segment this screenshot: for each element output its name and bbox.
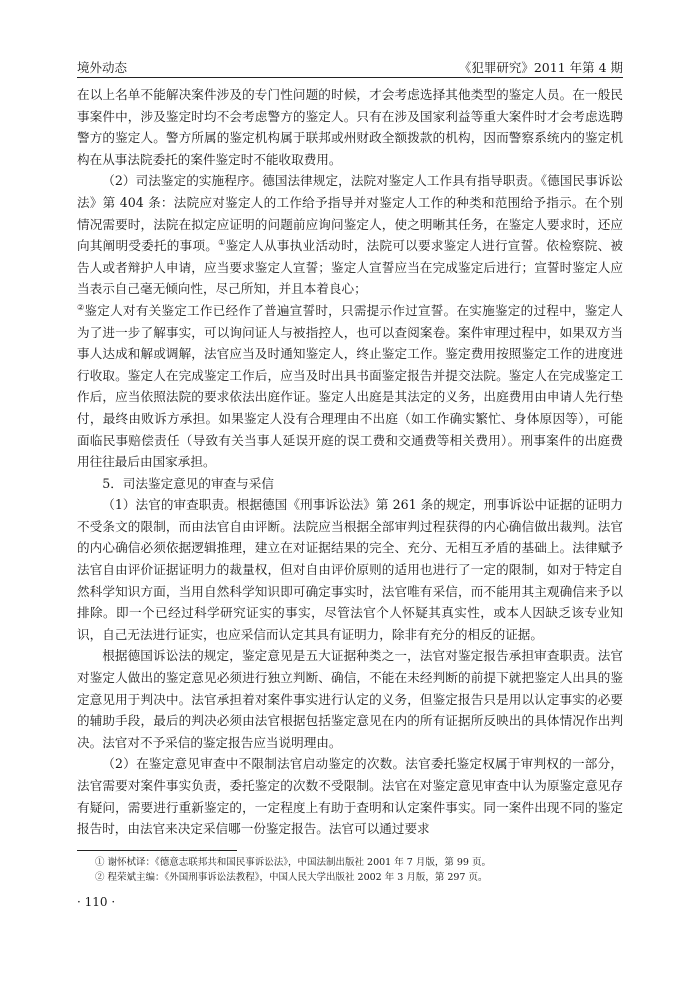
footnotes <box>77 855 623 885</box>
paragraph-implementation-procedure <box>77 170 623 472</box>
footnote-1: ① 谢怀栻译：《德意志联邦共和国民事诉讼法》，中国法制出版社 2001 年 7 月版，第 99 页。 <box>95 857 491 868</box>
article-body <box>77 84 623 840</box>
paragraph-judge-review: （1）法官的审查职责。根据德国《刑事诉讼法》第 261 条的规定，刑事诉讼中证据的证明力不受条文的限制，而由法官自由评断。法院应当根据全部审判过程获得的内心确信做出裁判。法官的内心确信必须依据逻辑推理，建立在对证据结果的完全、充分、无相互矛盾的基础上。法律赋予法官自由评价证据证明力的裁量权，但对自由评价原则的适用也进行了一定的限制，如对于特定自然科学知识方面，当用自然科学知识即可确定事实时，法官唯有采信，而不能用其主观确信来予以排除。即一个已经过科学研究证实的事实，尽管法官个人怀疑其真实性，或本人因缺乏该专业知识，自己无法进行证实，也应采信而认定其具有证明力，除非有充分的相反的证据。 <box>77 497 623 642</box>
paragraph-text: 鉴定人从事执业活动时，法院可以要求鉴定人进行宣誓。依检察院、被告人或者辩护人申请，应当要求鉴定人宣誓；鉴定人宣誓应当在完成鉴定后进行；宣誓时鉴定人应当表示自己毫无倾向性，尽己所知，并且本着良心； <box>77 238 624 297</box>
running-header <box>77 56 623 76</box>
footnote-divider <box>77 850 237 851</box>
section-heading: 5．司法鉴定意见的审查与采信 <box>102 475 274 491</box>
header-journal-issue: 《犯罪研究》2011 年第 4 期 <box>458 60 623 75</box>
paragraph-text: 鉴定人对有关鉴定工作已经作了普遍宣誓时，只需提示作过宣誓。在实施鉴定的过程中，鉴定人为了进一步了解事实，可以询问证人与被指控人，也可以查阅案卷。案件审理过程中，如果双方当事人达成和解或调解，法官应当及时通知鉴定人，终止鉴定工作。鉴定费用按照鉴定工作的进度进行收取。鉴定人在完成鉴定工作后，应当及时出具书面鉴定报告并提交法院。鉴定人在完成鉴定工作后，应当依照法院的要求依法出庭作证。鉴定人出庭是其法定的义务，出庭费用由申请人先行垫付，最终由败诉方承担。如果鉴定人没有合理理由不出庭（如工作确实繁忙、身体原因等），可能面临民事赔偿责任（导致有关当事人延误开庭的误工费和交通费等相关费用）。刑事案件的出庭费用往往最后由国家承担。 <box>77 302 624 470</box>
footnote-ref-1[interactable]: ① <box>218 237 226 247</box>
paragraph-reappraisal: （2）在鉴定意见审查中不限制法官启动鉴定的次数。法官委托鉴定权属于审判权的一部分，法官需要对案件事实负责，委托鉴定的次数不受限制。法官在对鉴定意见审查中认为原鉴定意见存有疑问，需要进行重新鉴定的，一定程度上有助于查明和认定案件事实。同一案件出现不同的鉴定报告时，由法官来决定采信哪一份鉴定报告。法官可以通过要求 <box>77 756 623 837</box>
footnote-ref-2[interactable]: ② <box>77 302 85 312</box>
paragraph-text: （2）司法鉴定的实施程序。德国法律规定，法院对鉴定人工作具有指导职责。《德国民事诉讼法》第 404 条：法院应对鉴定人的工作给予指导并对鉴定人工作的种类和范围给予指示。在个别情况需要时，法院在拟定应证明的问题前应询问鉴定人，使之明晰其任务，在鉴定人要求时，还应向其阐明受委托的事项。 <box>77 173 623 254</box>
page-number: · 110 · <box>77 895 116 909</box>
header-divider <box>77 77 623 78</box>
footnote-2: ② 程荣斌主编：《外国刑事诉讼法教程》，中国人民大学出版社 2002 年 3 月版，第 297 页。 <box>95 872 488 883</box>
header-section-title: 境外动态 <box>77 60 128 75</box>
paragraph-continuation: 在以上名单不能解决案件涉及的专门性问题的时候，才会考虑选择其他类型的鉴定人员。在一般民事案件中，涉及鉴定时均不会考虑警方的鉴定人。只有在涉及国家利益等重大案件时才会考虑选聘警方的鉴定人。警方所属的鉴定机构属于联邦或州财政全额拨款的机构，因而警察系统内的鉴定机构在从事法院委托的案件鉴定时不能收取费用。 <box>77 87 623 167</box>
paragraph-evidence-types: 根据德国诉讼法的规定，鉴定意见是五大证据种类之一，法官对鉴定报告承担审查职责。法官对鉴定人做出的鉴定意见必须进行独立判断、确信，不能在未经判断的前提下就把鉴定人出具的鉴定意见用于判决中。法官承担着对案件事实进行认定的义务，但鉴定报告只是用以认定事实的必要的辅助手段，最后的判决必须由法官根据包括鉴定意见在内的所有证据所反映出的具体情况作出判决。法官对不予采信的鉴定报告应当说明理由。 <box>77 648 623 750</box>
